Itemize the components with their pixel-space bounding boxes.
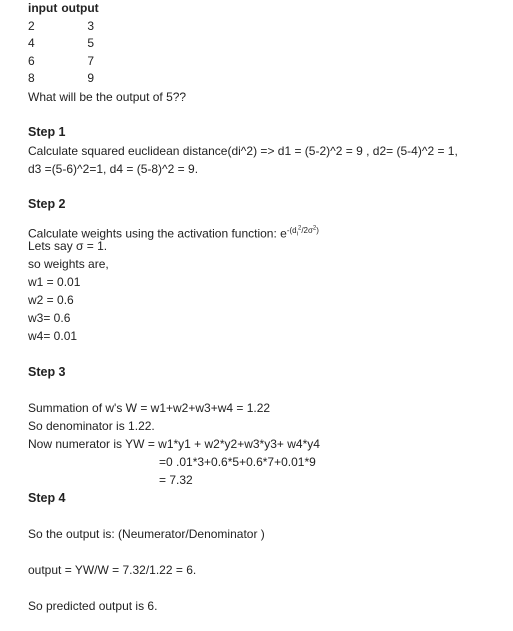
step2-heading: Step 2 xyxy=(28,197,66,211)
exp-pre: -(d xyxy=(286,225,297,235)
header-input: input xyxy=(28,1,58,15)
input-output-table xyxy=(26,0,101,88)
sum-line: Summation of w's W = w1+w2+w3+w4 = 1.22 xyxy=(28,401,271,415)
table-cell-input: 8 xyxy=(28,71,35,85)
table-cell-output: 7 xyxy=(87,53,95,68)
output-description: So the output is: (Neumerator/Denominator ) xyxy=(28,527,265,541)
table-cell-output: 3 xyxy=(87,18,95,33)
weight-item: w3= 0.6 xyxy=(28,311,71,325)
table-cell-output: 9 xyxy=(87,71,95,85)
table-cell-output: 5 xyxy=(87,36,95,50)
exp-exponent xyxy=(286,225,319,238)
table-cell-input: 2 xyxy=(28,18,35,33)
output-calc: output = YW/W = 7.32/1.22 = 6. xyxy=(28,563,197,577)
weight-item: w4= 0.01 xyxy=(28,329,78,343)
step1-heading: Step 1 xyxy=(28,125,66,139)
exp-sub: i xyxy=(296,231,298,238)
sigma-line: Lets say σ = 1. xyxy=(28,239,108,253)
step4-heading: Step 4 xyxy=(28,491,66,505)
header-output: output xyxy=(61,1,99,15)
table-row xyxy=(26,35,101,53)
exp-sup2: 2 xyxy=(312,225,317,231)
weight-item: w1 = 0.01 xyxy=(28,275,81,289)
table-cell-input: 6 xyxy=(28,53,35,68)
numerator-result: = 7.32 xyxy=(159,473,193,487)
question-text: What will be the output of 5?? xyxy=(28,90,187,104)
table-cell-input: 4 xyxy=(28,36,35,50)
activation-text: Calculate weights using the activation function: xyxy=(28,226,281,241)
prediction-line: So predicted output is 6. xyxy=(28,599,158,613)
exp-mid: /2σ xyxy=(301,225,313,235)
numerator-calc: =0 .01*3+0.6*5+0.6*7+0.01*9 xyxy=(159,455,316,469)
table-row xyxy=(26,18,101,36)
exp-sup1: 2 xyxy=(297,225,302,231)
weight-item: w2 = 0.6 xyxy=(28,293,74,307)
denominator-line: So denominator is 1.22. xyxy=(28,419,155,433)
weights-intro: so weights are, xyxy=(28,257,109,271)
step1-line2: d3 =(5-6)^2=1, d4 = (5-8)^2 = 9. xyxy=(28,162,199,176)
numerator-line: Now numerator is YW = w1*y1 + w2*y2+w3*y3+ w4*y4 xyxy=(28,437,320,451)
table-header-row xyxy=(26,0,101,18)
step1-line1: Calculate squared euclidean distance(di^2) => d1 = (5-2)^2 = 9 , d2= (5-4)^2 = 1, xyxy=(28,144,458,158)
table-row xyxy=(26,70,101,88)
exp-base: e xyxy=(280,226,287,241)
step3-heading: Step 3 xyxy=(28,365,66,379)
table-row xyxy=(26,53,101,71)
exp-post: ) xyxy=(316,225,319,235)
